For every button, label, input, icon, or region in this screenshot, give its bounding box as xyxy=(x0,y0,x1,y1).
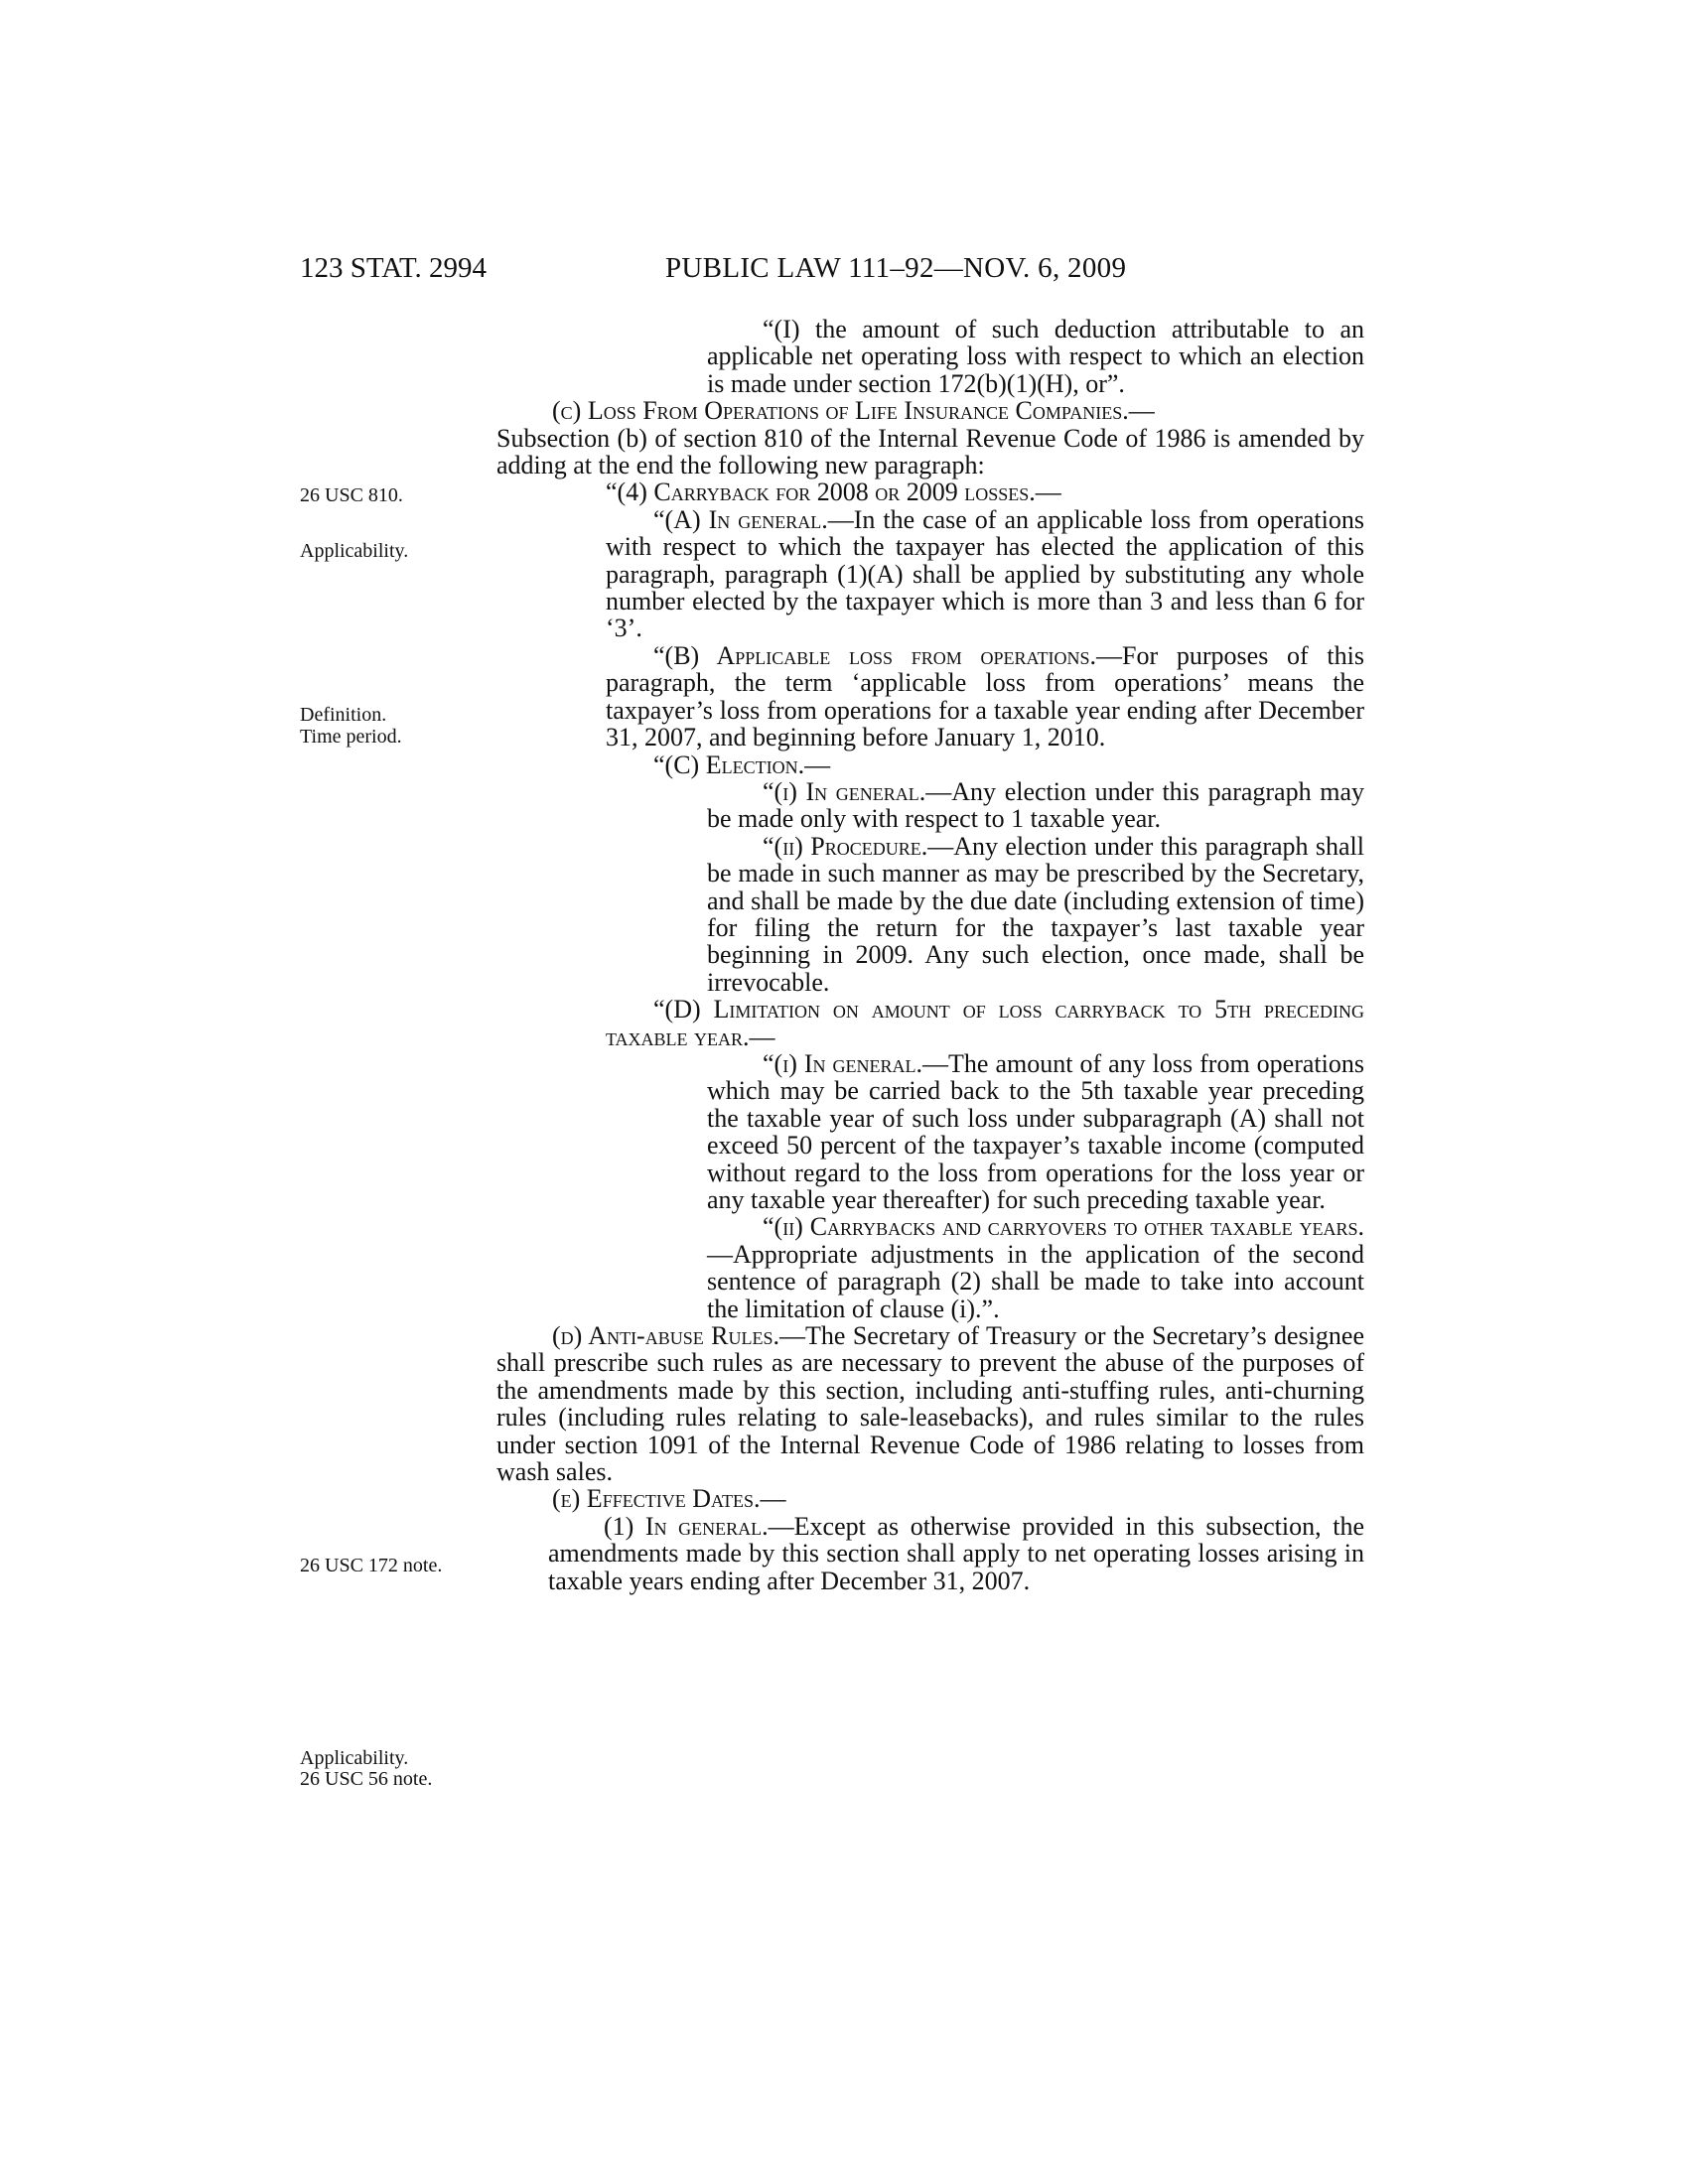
clause-C-ii-heading: “(ii) Procedure. xyxy=(763,831,928,861)
paragraph-e-1-body: —Except as otherwise provided in this subsection, the amendments made by this section shall apply to net operating losses arising in taxable years ending after December 31, 2007. xyxy=(548,1511,1364,1595)
clause-D-i xyxy=(707,1050,1364,1213)
subsection-c-body: Subsection (b) of section 810 of the Internal Revenue Code of 1986 is amended by adding at the end the following new paragraph: xyxy=(496,423,1364,480)
clause-I: “(I) the amount of such deduction attributable to an applicable net operating loss with respect to which an election is made under section 172(b)(1)(H), or”. xyxy=(707,315,1364,398)
subsection-d xyxy=(496,1322,1364,1485)
subparagraph-B-body: —For purposes of this paragraph, the term ‘applicable loss from operations’ means the taxpayer’s loss from operations for a taxable year ending after December 31, 2007, and beginning before January 1, 2010. xyxy=(606,640,1364,752)
subsection-e-heading xyxy=(496,1485,1364,1512)
subsection-d-heading: (d) Anti-abuse Rules. xyxy=(552,1321,779,1351)
subparagraph-D-heading xyxy=(606,996,1364,1050)
subsection-c-heading xyxy=(496,397,1364,424)
margin-note-applicability: Applicability. xyxy=(300,540,409,562)
paragraph-e-1-heading: (1) In general. xyxy=(604,1511,769,1541)
subsection-c-title: (c) Loss From Operations of Life Insurance Companies.— xyxy=(552,396,1155,426)
clause-D-ii-body: —Appropriate adjustments in the application of the second sentence of paragraph (2) shall be made to take into account the limitation of clause (i).”. xyxy=(707,1239,1364,1323)
public-law-title: PUBLIC LAW 111–92—NOV. 6, 2009 xyxy=(665,252,1127,284)
clause-C-i xyxy=(707,778,1364,833)
subparagraph-B-heading: “(B) Applicable loss from operations. xyxy=(653,640,1097,670)
statute-page-reference: 123 STAT. 2994 xyxy=(300,252,488,284)
margin-note-26-usc-172: 26 USC 172 note. xyxy=(300,1555,443,1576)
subparagraph-A xyxy=(606,506,1364,642)
page-header xyxy=(300,248,1364,288)
margin-note-26-usc-810: 26 USC 810. xyxy=(300,484,403,506)
subparagraph-A-body: —In the case of an applicable loss from operations with respect to which the taxpayer has elected the application of this paragraph, paragraph (1)(A) shall be applied by substituting any whole number elected by the taxpayer which is more than 3 and less than 6 for ‘3’. xyxy=(606,504,1365,643)
paragraph-e-1 xyxy=(548,1513,1364,1594)
clause-C-ii-body: —Any election under this paragraph shall be made in such manner as may be prescribed by the Secretary, and shall be made by the due date (including extension of time) for filing the return for the taxpayer’s last taxable year beginning in 2009. Any such election, once made, shall be irrevocable. xyxy=(707,831,1365,997)
clause-C-ii xyxy=(707,833,1364,996)
clause-C-i-body: —Any election under this paragraph may be made only with respect to 1 taxable year. xyxy=(707,776,1365,834)
subsection-e-title: (e) Effective Dates.— xyxy=(552,1484,786,1514)
clause-C-i-heading: “(i) In general. xyxy=(763,776,926,806)
paragraph-4-heading xyxy=(606,478,1364,505)
clause-D-i-body: —The amount of any loss from operations which may be carried back to the 5th taxable year preceding the taxable year of such loss under subparagraph (A) shall not exceed 50 percent of the taxpayer’s taxable income (computed without regard to the loss from operations for the loss year or any taxable year thereafter) for such preceding taxable year. xyxy=(707,1048,1364,1214)
margin-note-26-usc-56: 26 USC 56 note. xyxy=(300,1768,433,1790)
margin-note-definition: Definition. xyxy=(300,704,387,726)
margin-note-time-period: Time period. xyxy=(300,726,402,748)
clause-D-i-heading: “(i) In general. xyxy=(763,1048,923,1078)
clause-D-ii-heading: “(ii) Carrybacks and carryovers to other taxable years. xyxy=(763,1212,1364,1242)
subsection-d-body: —The Secretary of Treasury or the Secretary’s designee shall prescribe such rules as are necessary to prevent the abuse of the purposes of the amendments made by this section, including anti-stuffing rules, anti-churning rules (including rules relating to sale-leasebacks), and rules similar to the rules under section 1091 of the Internal Revenue Code of 1986 relating to losses from wash sales. xyxy=(496,1321,1365,1487)
subparagraph-D-title: “(D) Limitation on amount of loss carryback to 5th preceding taxable year.— xyxy=(606,995,1364,1051)
subparagraph-B xyxy=(606,642,1364,751)
subparagraph-C-heading xyxy=(653,751,1364,778)
paragraph-4-title: “(4) Carryback for 2008 or 2009 losses.— xyxy=(606,478,1061,507)
clause-D-ii xyxy=(707,1213,1364,1322)
document-body xyxy=(496,316,1364,1594)
subparagraph-C-title: “(C) Election.— xyxy=(653,750,831,779)
subparagraph-A-heading: “(A) In general. xyxy=(653,504,828,534)
margin-note-applicability-2: Applicability. xyxy=(300,1747,409,1769)
